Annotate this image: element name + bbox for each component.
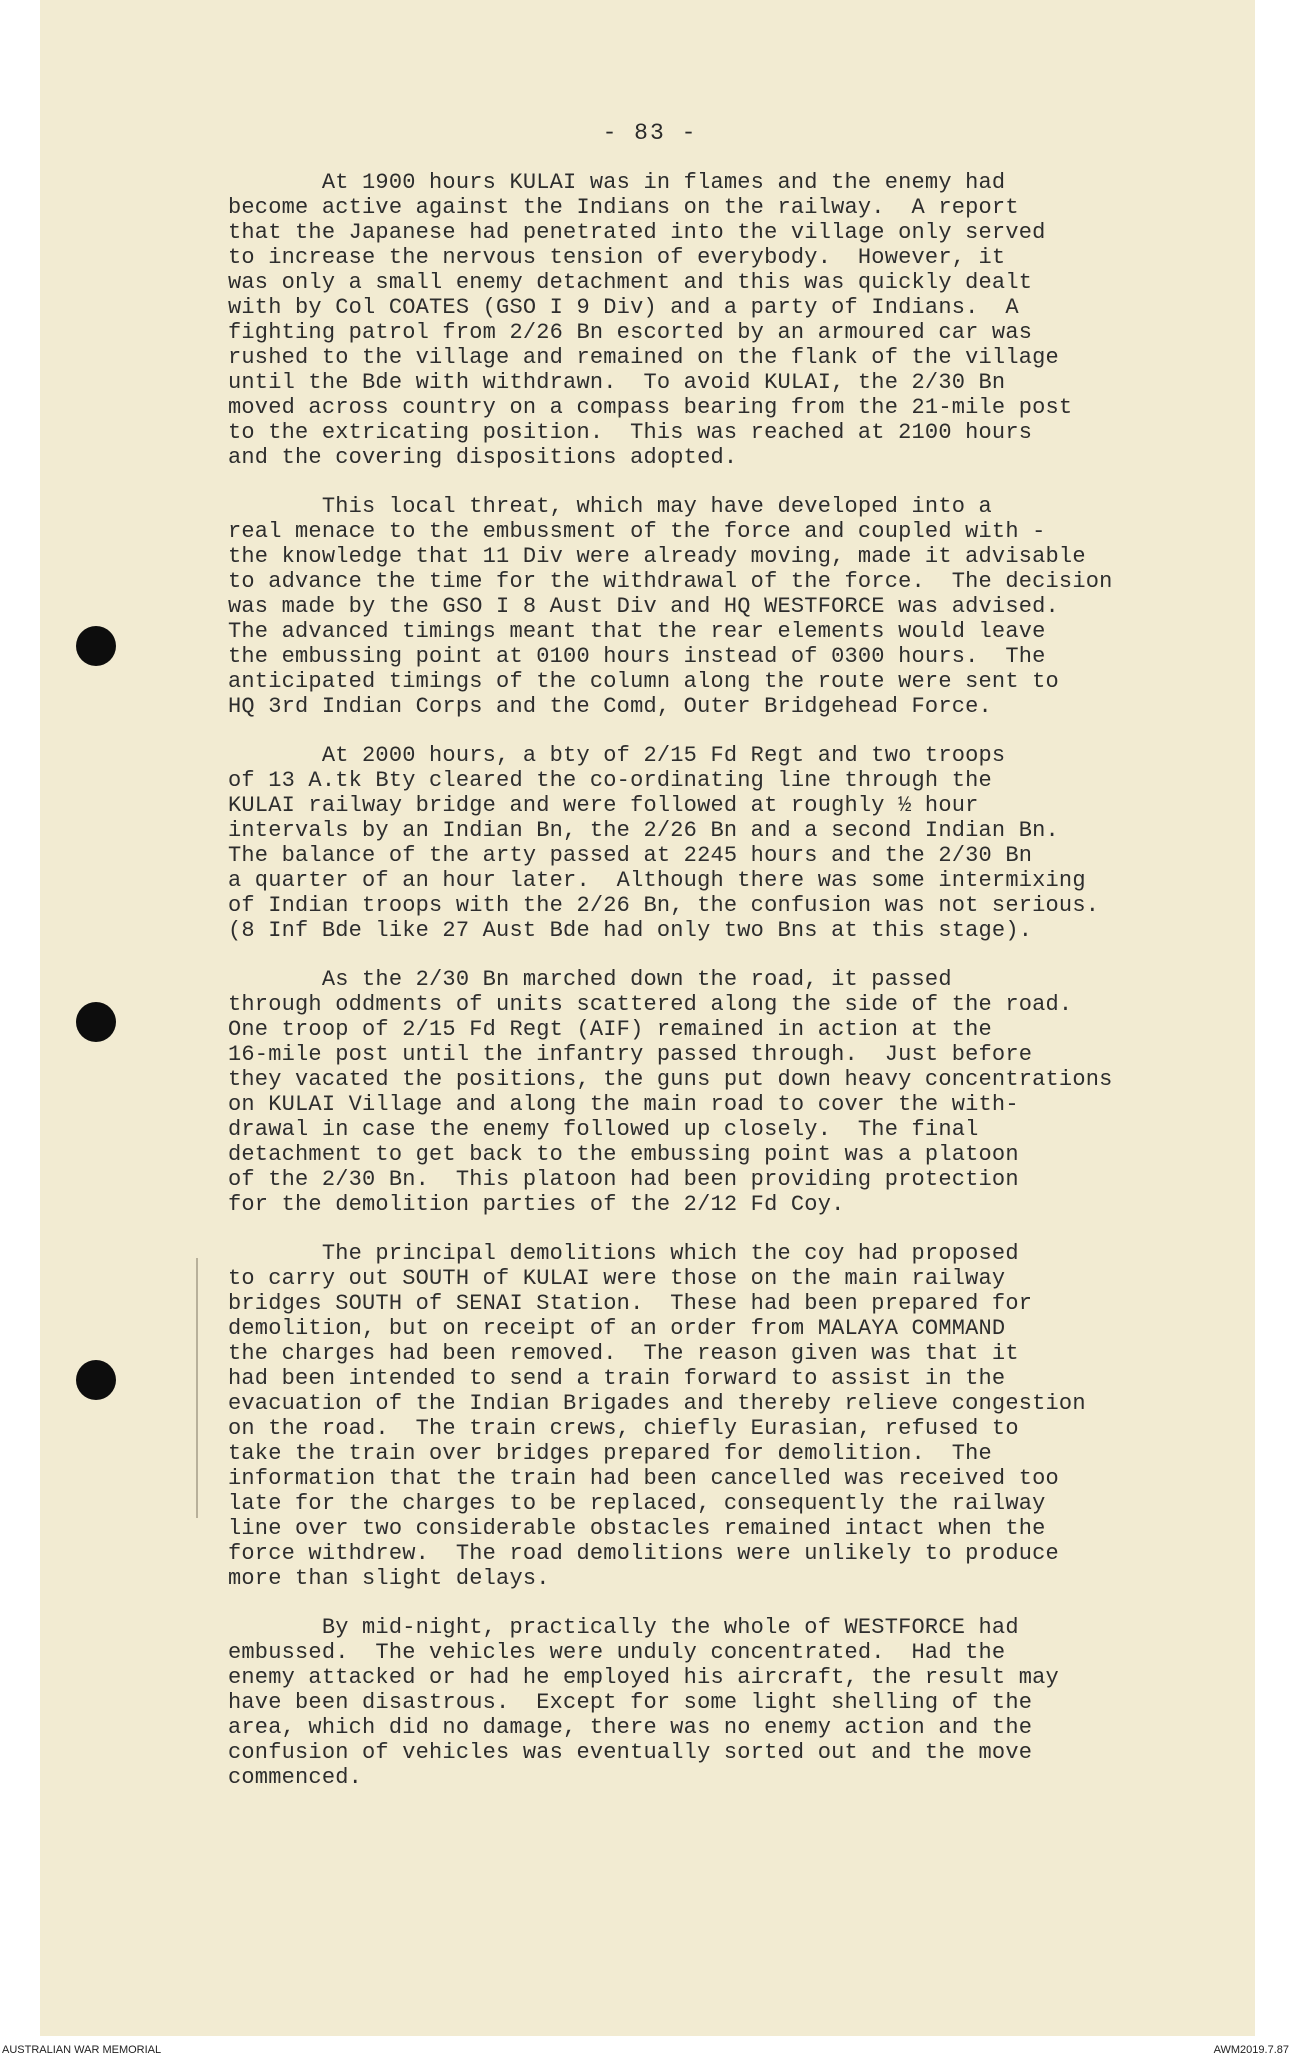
- paragraph-1: At 1900 hours KULAI was in flames and the enemy had become active against the Indians on the railway. A report that the Japanese had penetrated into the village only served to increase the nervous tension of everybody. However, it was only a small enemy detachment and this was quickly dealt with by Col COATES (GSO I 9 Div) and a party of Indians. A fighting patrol from 2/26 Bn escorted by an armoured car was rushed to the village and remained on the flank of the village until the Bde with withdrawn. To avoid KULAI, the 2/30 Bn moved across country on a compass bearing from the 21-mile post to the extricating position. This was reached at 2100 hours and the covering dispositions adopted.: [228, 170, 1073, 470]
- page-number: - 83 -: [602, 120, 698, 146]
- footer-institution: AUSTRALIAN WAR MEMORIAL: [2, 2044, 162, 2056]
- paragraph-2: This local threat, which may have developed into a real menace to the embussment of the force and coupled with - the knowledge that 11 Div were already moving, made it advisable to advance the time for the withdrawal of the force. The decision was made by the GSO I 8 Aust Div and HQ WESTFORCE was advised. The advanced timings meant that the rear elements would leave the embussing point at 0100 hours instead of 0300 hours. The anticipated timings of the column along the route were sent to HQ 3rd Indian Corps and the Comd, Outer Bridgehead Force.: [228, 494, 1113, 719]
- paragraph-6: By mid-night, practically the whole of WESTFORCE had embussed. The vehicles were unduly concentrated. Had the enemy attacked or had he employed his aircraft, the result may have been disastrous. Except for some light shelling of the area, which did no damage, there was no enemy action and the confusion of vehicles was eventually sorted out and the move commenced.: [228, 1615, 1059, 1790]
- punch-hole-top: [76, 626, 116, 666]
- punch-hole-bottom: [76, 1360, 116, 1400]
- paragraph-5: The principal demolitions which the coy had proposed to carry out SOUTH of KULAI were those on the main railway bridges SOUTH of SENAI Station. These had been prepared for demolition, but on receipt of an order from MALAYA COMMAND the charges had been removed. The reason given was that it had been intended to send a train forward to assist in the evacuation of the Indian Brigades and thereby relieve congestion on the road. The train crews, chiefly Eurasian, refused to take the train over bridges prepared for demolition. The information that the train had been cancelled was received too late for the charges to be replaced, consequently the railway line over two considerable obstacles remained intact when the force withdrew. The road demolitions were unlikely to produce more than slight delays.: [228, 1241, 1086, 1591]
- footer-reference: AWM2019.7.87: [1213, 2044, 1289, 2056]
- margin-mark: [196, 1258, 198, 1518]
- paragraph-3: At 2000 hours, a bty of 2/15 Fd Regt and two troops of 13 A.tk Bty cleared the co-ordinating line through the KULAI railway bridge and were followed at roughly ½ hour intervals by an Indian Bn, the 2/26 Bn and a second Indian Bn. The balance of the arty passed at 2245 hours and the 2/30 Bn a quarter of an hour later. Although there was some intermixing of Indian troops with the 2/26 Bn, the confusion was not serious. (8 Inf Bde like 27 Aust Bde had only two Bns at this stage).: [228, 743, 1100, 943]
- punch-hole-middle: [76, 1002, 116, 1042]
- paragraph-4: As the 2/30 Bn marched down the road, it passed through oddments of units scattered along the side of the road. One troop of 2/15 Fd Regt (AIF) remained in action at the 16-mile post until the infantry passed through. Just before they vacated the positions, the guns put down heavy concentrations on KULAI Village and along the main road to cover the with- drawal in case the enemy followed up closely. The final detachment to get back to the embussing point was a platoon of the 2/30 Bn. This platoon had been providing protection for the demolition parties of the 2/12 Fd Coy.: [228, 967, 1113, 1217]
- document-body: [228, 170, 1228, 1814]
